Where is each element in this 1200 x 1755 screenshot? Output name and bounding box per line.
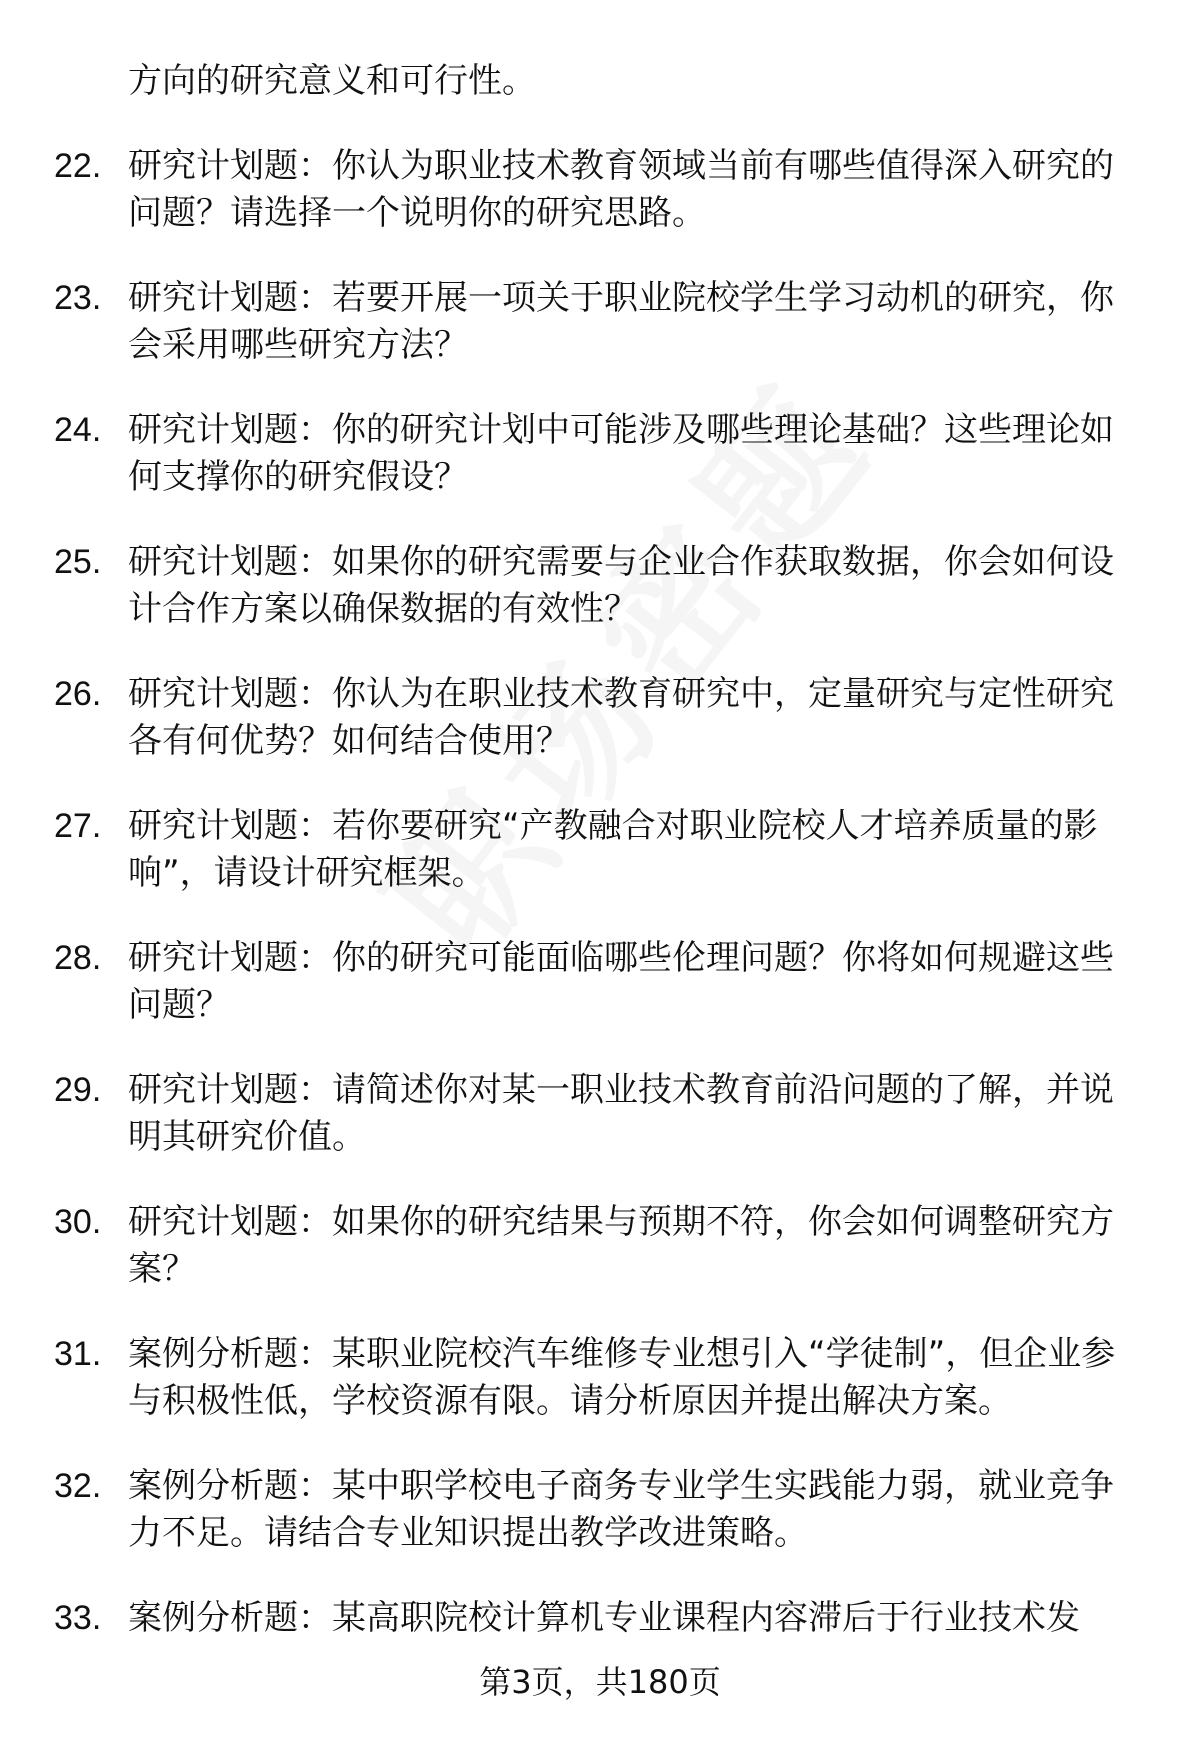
question-item	[0, 1463, 1200, 1557]
question-text: 研究计划题：如果你的研究需要与企业合作获取数据，你会如何设计合作方案以确保数据的有效性？	[128, 542, 1114, 629]
question-text: 研究计划题：如果你的研究结果与预期不符，你会如何调整研究方案？	[128, 1202, 1114, 1289]
question-item	[0, 1595, 1200, 1642]
question-text: 研究计划题：若你要研究“产教融合对职业院校人才培养质量的影响”，请设计研究框架。	[128, 806, 1098, 893]
question-text: 案例分析题：某中职学校电子商务专业学生实践能力弱，就业竞争力不足。请结合专业知识提出教学改进策略。	[128, 1466, 1114, 1553]
question-text: 案例分析题：某职业院校汽车维修专业想引入“学徒制”，但企业参与积极性低，学校资源有限。请分析原因并提出解决方案。	[128, 1334, 1116, 1421]
question-list	[0, 58, 1200, 1680]
question-item	[0, 275, 1200, 369]
question-number: 24.	[54, 411, 102, 449]
question-number: 32.	[54, 1467, 102, 1505]
question-number: 30.	[54, 1203, 102, 1241]
question-number: 31.	[54, 1335, 102, 1373]
question-number: 33.	[54, 1599, 102, 1637]
question-text: 研究计划题：你的研究可能面临哪些伦理问题？你将如何规避这些问题？	[128, 938, 1114, 1025]
question-number: 25.	[54, 543, 102, 581]
continuation-text: 方向的研究意义和可行性。	[128, 61, 536, 101]
question-item	[0, 935, 1200, 1029]
question-number: 23.	[54, 279, 102, 317]
question-item	[0, 803, 1200, 897]
question-text: 研究计划题：你认为职业技术教育领域当前有哪些值得深入研究的问题？请选择一个说明你的研究思路。	[128, 146, 1114, 233]
page-footer: 第3页，共180页	[479, 1663, 721, 1701]
question-item	[0, 407, 1200, 501]
question-number: 29.	[54, 1071, 102, 1109]
question-item	[0, 539, 1200, 633]
question-item	[0, 1199, 1200, 1293]
question-item	[0, 143, 1200, 237]
question-text: 研究计划题：你认为在职业技术教育研究中，定量研究与定性研究各有何优势？如何结合使用？	[128, 674, 1114, 761]
question-text: 研究计划题：你的研究计划中可能涉及哪些理论基础？这些理论如何支撑你的研究假设？	[128, 410, 1114, 497]
question-item	[0, 671, 1200, 765]
question-text: 案例分析题：某高职院校计算机专业课程内容滞后于行业技术发	[128, 1598, 1080, 1638]
question-number: 27.	[54, 807, 102, 845]
question-item	[0, 1067, 1200, 1161]
question-text: 研究计划题：若要开展一项关于职业院校学生学习动机的研究，你会采用哪些研究方法？	[128, 278, 1114, 365]
question-text: 研究计划题：请简述你对某一职业技术教育前沿问题的了解，并说明其研究价值。	[128, 1070, 1114, 1157]
question-item	[0, 1331, 1200, 1425]
question-number: 22.	[54, 147, 102, 185]
question-number: 28.	[54, 939, 102, 977]
question-number: 26.	[54, 675, 102, 713]
